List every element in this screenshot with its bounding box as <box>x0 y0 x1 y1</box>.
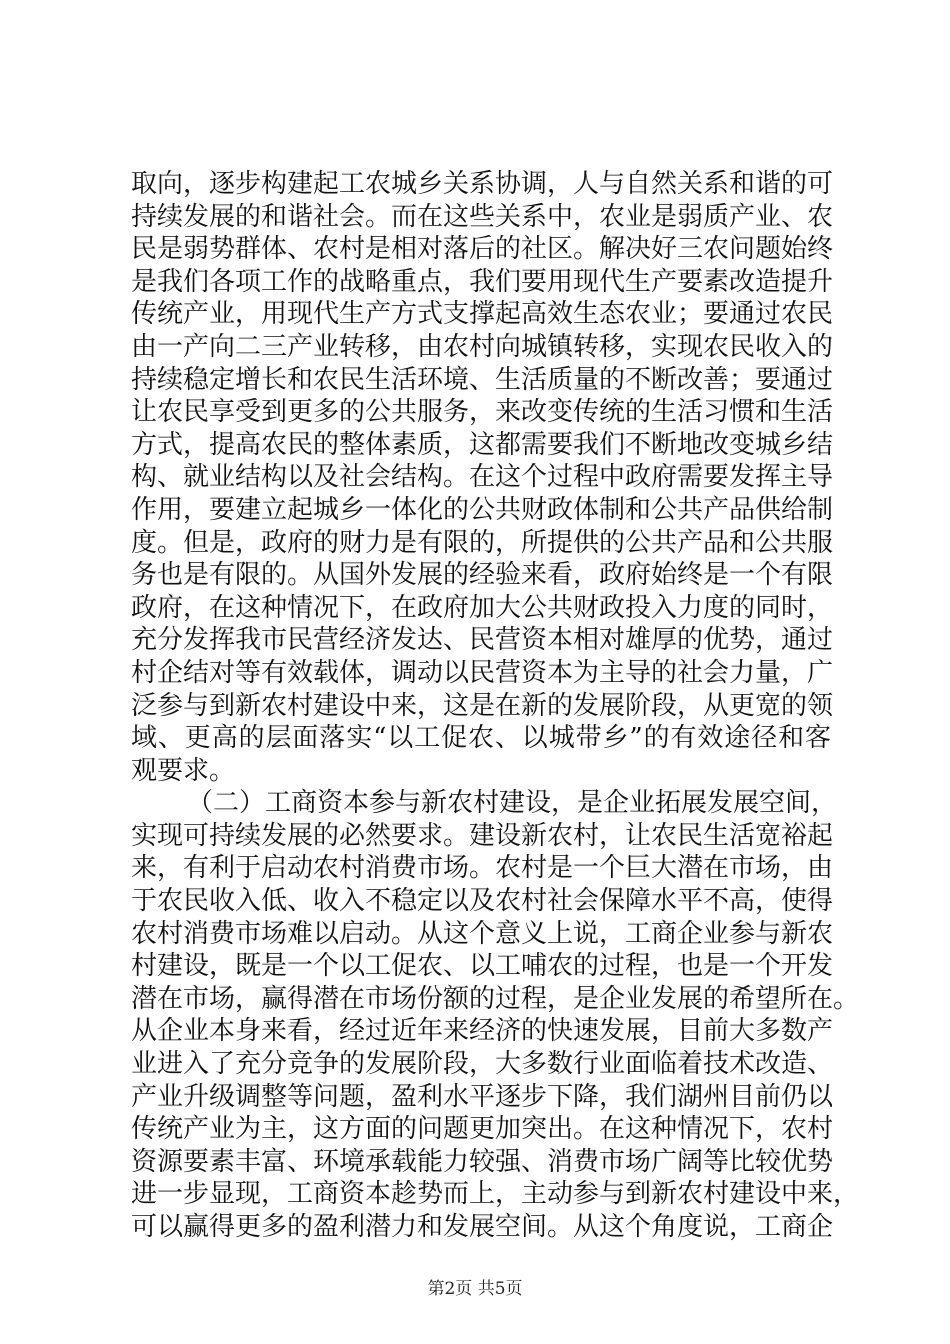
text-line: 农村消费市场难以启动。从这个意义上说，工商企业参与新农 <box>131 918 834 949</box>
text-line: 取向，逐步构建起工农城乡关系协调，人与自然关系和谐的可 <box>131 169 834 199</box>
text-line: 方式，提高农民的整体素质，这都需要我们不断地改变城乡结 <box>131 429 834 460</box>
page-number-footer: 第2页 共5页 <box>427 1279 523 1299</box>
text-line: 产业升级调整等问题，盈利水平逐步下降，我们湖州目前仍以 <box>131 1081 834 1112</box>
text-line: 由一产向二三产业转移，由农村向城镇转移，实现农民收入的 <box>131 331 834 362</box>
text-line: 政府，在这种情况下，在政府加大公共财政投入力度的同时， <box>131 592 834 623</box>
text-line: 潜在市场，赢得潜在市场份额的过程，是企业发展的希望所在。 <box>131 983 860 1014</box>
text-line: 度。但是，政府的财力是有限的，所提供的公共产品和公共服 <box>131 527 834 558</box>
text-line: 资源要素丰富、环境承载能力较强、消费市场广阔等比较优势 <box>131 1146 834 1177</box>
text-line: 进一步显现，工商资本趁势而上，主动参与到新农村建设中来， <box>131 1179 860 1210</box>
text-line: 于农民收入低、收入不稳定以及农村社会保障水平不高，使得 <box>131 886 834 917</box>
text-line: 从企业本身来看，经过近年来经济的快速发展，目前大多数产 <box>131 1016 834 1047</box>
text-line: 务也是有限的。从国外发展的经验来看，政府始终是一个有限 <box>131 560 834 591</box>
text-line: 可以赢得更多的盈利潜力和发展空间。从这个角度说，工商企 <box>131 1212 834 1242</box>
text-line: 作用，要建立起城乡一体化的公共财政体制和公共产品供给制 <box>131 494 834 525</box>
text-line: 充分发挥我市民营经济发达、民营资本相对雄厚的优势，通过 <box>131 625 834 656</box>
text-line: 村企结对等有效载体，调动以民营资本为主导的社会力量，广 <box>131 657 834 688</box>
text-line: 让农民享受到更多的公共服务，来改变传统的生活习惯和生活 <box>131 397 834 428</box>
text-line: 持续稳定增长和农民生活环境、生活质量的不断改善；要通过 <box>131 364 834 395</box>
text-line: 泛参与到新农村建设中来，这是在新的发展阶段，从更宽的领 <box>131 690 834 721</box>
text-line: 民是弱势群体、农村是相对落后的社区。解决好三农问题始终 <box>131 234 834 265</box>
body-text <box>131 168 860 1244</box>
text-line: 传统产业，用现代生产方式支撑起高效生态农业；要通过农民 <box>131 299 834 330</box>
text-line: 来，有利于启动农村消费市场。农村是一个巨大潜在市场，由 <box>131 853 834 884</box>
text-line: 持续发展的和谐社会。而在这些关系中，农业是弱质产业、农 <box>131 201 834 232</box>
text-line: 村建设，既是一个以工促农、以工哺农的过程，也是一个开发 <box>131 951 834 982</box>
text-line: 域、更高的层面落实“以工促农、以城带乡”的有效途径和客 <box>131 723 831 754</box>
text-line: 实现可持续发展的必然要求。建设新农村，让农民生活宽裕起 <box>131 820 834 851</box>
text-line: 传统产业为主，这方面的问题更加突出。在这种情况下，农村 <box>131 1114 834 1145</box>
text-line: 观要求。 <box>131 755 236 786</box>
text-line: 业进入了充分竞争的发展阶段，大多数行业面临着技术改造、 <box>131 1049 834 1080</box>
text-line: 是我们各项工作的战略重点，我们要用现代生产要素改造提升 <box>131 266 834 297</box>
text-line: 构、就业结构以及社会结构。在这个过程中政府需要发挥主导 <box>131 462 834 493</box>
paragraph-first-line: （二）工商资本参与新农村建设，是企业拓展发展空间， <box>187 788 838 819</box>
